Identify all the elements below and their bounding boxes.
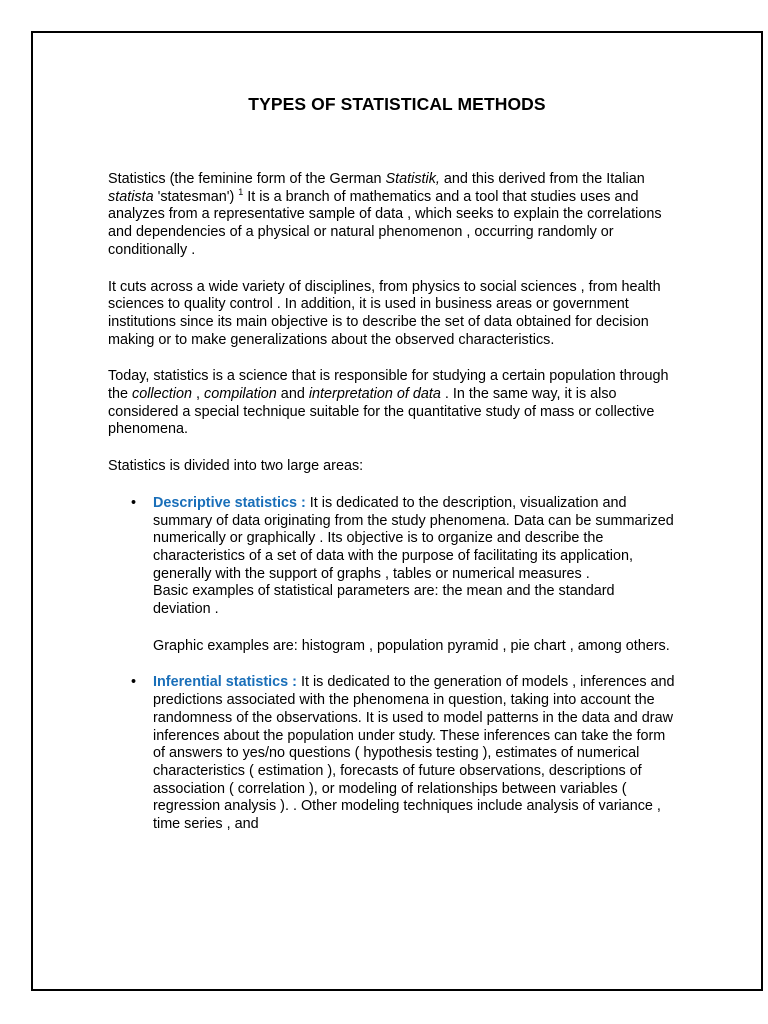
bullet-icon: •	[131, 674, 137, 691]
list-item-inferential	[108, 674, 676, 833]
today-term-compilation: compilation	[204, 386, 277, 403]
page-title: TYPES OF STATISTICAL METHODS	[248, 94, 546, 114]
today-term-interpretation: interpretation of data	[308, 386, 441, 403]
footnote-ref[interactable]: 1	[238, 186, 244, 197]
descriptive-paragraph	[153, 495, 676, 584]
today-text-c: ,	[192, 386, 205, 403]
document-page	[31, 31, 763, 991]
inferential-paragraph	[153, 674, 676, 833]
intro-text-a: Statistics (the feminine form of the German	[108, 171, 386, 187]
areas-list	[108, 495, 676, 834]
document-body	[108, 171, 676, 853]
today-term-collection: collection	[132, 386, 193, 403]
today-text-e: and	[276, 386, 309, 403]
paragraph-disciplines: It cuts across a wide variety of disciplines, from physics to social sciences , from health sciences to quality control . In addition, it is used in business areas or government institutions since its main objective is to describe the set of data obtained for decision making or to make generalizations about the observed characteristics.	[108, 278, 661, 348]
descriptive-text: It is dedicated to the description, visualization and summary of data originating from the study phenomena. Data can be summarized numerically or graphically . Its objective is to organize and describe the characteristics of a set of data with the purpose of facilitating its application, generally with the support of graphs , tables or numerical measures .	[153, 494, 674, 582]
intro-term-statista: statista	[108, 188, 154, 205]
paragraph-today	[108, 368, 676, 439]
list-item-descriptive	[108, 495, 676, 656]
intro-text-c: and this derived from the Italian	[439, 171, 645, 187]
inferential-statistics-term: Inferential statistics :	[153, 674, 297, 691]
paragraph-intro	[108, 171, 676, 260]
descriptive-statistics-term: Descriptive statistics :	[153, 494, 306, 511]
paragraph-areas: Statistics is divided into two large areas:	[108, 458, 364, 475]
bullet-icon: •	[131, 494, 137, 511]
intro-text-e: 'statesman')	[153, 188, 239, 205]
descriptive-graphic-example: Graphic examples are: histogram , population pyramid , pie chart , among others.	[153, 637, 670, 654]
today-text-a: Today, statistics is a science that is responsible for studying a certain population through the	[108, 368, 669, 403]
inferential-text: It is dedicated to the generation of models , inferences and predictions associated with the phenomena in question, taking into account the randomness of the observations. It is used to model patterns in the data and draw inferences about the population under study. These inferences can take the form of answers to yes/no questions ( hypothesis testing ), estimates of numerical characteristics ( estimation ), forecasts of future observations, descriptions of association ( correlation ), or modeling of relationships between variables ( regression analysis ). . Other modeling techniques include analysis of variance , time series , and	[153, 674, 675, 833]
descriptive-parameters-example: Basic examples of statistical parameters are: the mean and the standard deviation .	[153, 583, 615, 618]
intro-term-statistik: Statistik,	[385, 171, 440, 187]
intro-text-f: It is a branch of mathematics and a tool that studies uses and analyzes from a representative sample of data , which seeks to explain the correlations and dependencies of a physical or natural phenomenon , occurring randomly or conditionally .	[108, 188, 662, 258]
today-text-g: . In the same way, it is also considered a special technique suitable for the quantitative study of mass or collective phenomena.	[108, 386, 655, 438]
